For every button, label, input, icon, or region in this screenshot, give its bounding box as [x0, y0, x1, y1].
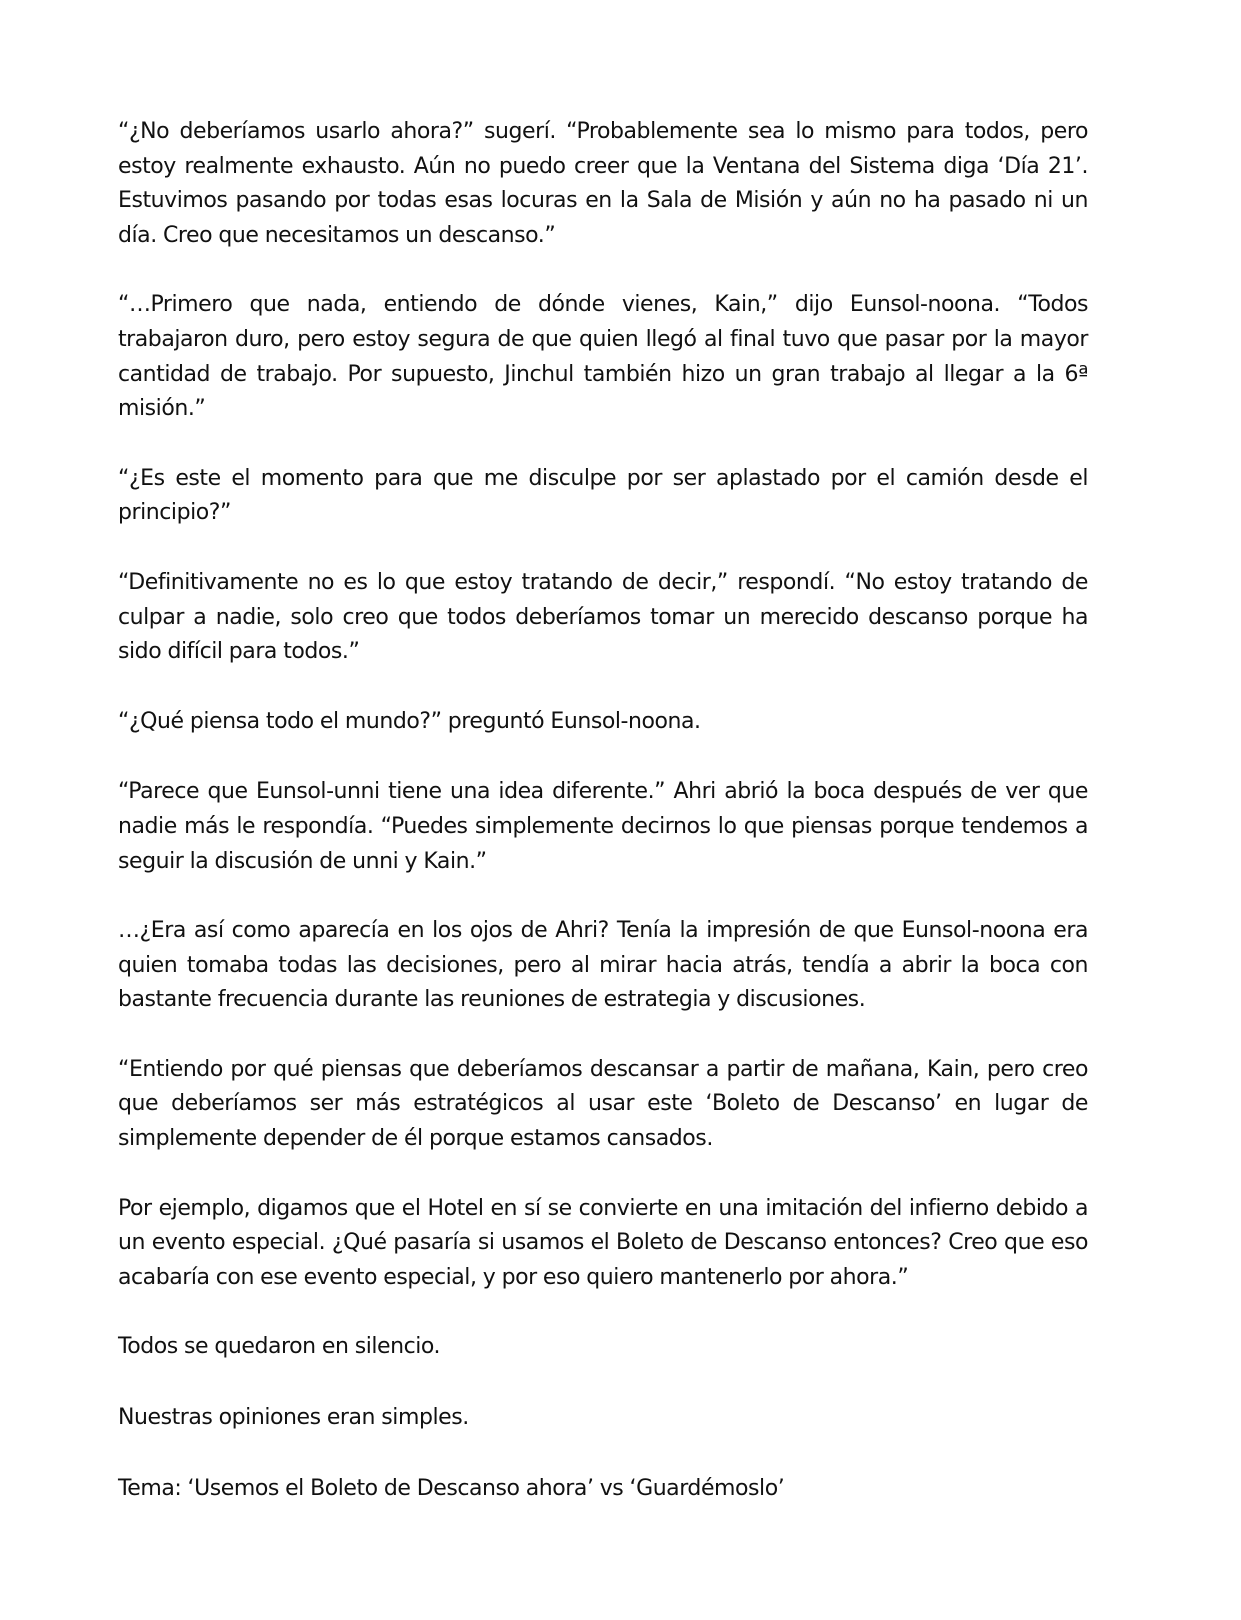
paragraph: Por ejemplo, digamos que el Hotel en sí se convierte en una imitación del infierno debido a un evento especial. ¿Qué pasaría si usamos el Boleto de Descanso entonces? Creo que eso acabaría con ese evento especial, y por eso quiero mantenerlo por ahora.” — [118, 1195, 1088, 1290]
paragraph: “¿Qué piensa todo el mundo?” preguntó Eunsol-noona. — [118, 708, 701, 734]
paragraph: “Entiendo por qué piensas que deberíamos descansar a partir de mañana, Kain, pero creo que deberíamos ser más estratégicos al usar este ‘Boleto de Descanso’ en lugar de simplemente depender de él porque estamos cansados. — [118, 1056, 1088, 1152]
paragraph: Nuestras opiniones eran simples. — [118, 1405, 469, 1431]
paragraph: “¿No deberíamos usarlo ahora?” sugerí. “Probablemente sea lo mismo para todos, pero estoy realmente exhausto. Aún no puedo creer que la Ventana del Sistema diga ‘Día 21’. Estuvimos pasando por todas esas locuras en la Sala de Misión y aún no ha pasado ni un día. Creo que necesitamos un descanso.” — [118, 119, 1088, 248]
paragraph: …¿Era así como aparecía en los ojos de Ahri? Tenía la impresión de que Eunsol-noona era quien tomaba todas las decisiones, pero al mirar hacia atrás, tendía a abrir la boca con bastante frecuencia durante las reuniones de estrategia y discusiones. — [118, 918, 1088, 1013]
paragraph: “Parece que Eunsol-unni tiene una idea diferente.” Ahri abrió la boca después de ver que nadie más le respondía. “Puedes simplemente decirnos lo que piensas porque tendemos a seguir la discusión de unni y Kain.” — [118, 779, 1088, 874]
document-body — [118, 115, 1088, 1506]
paragraph: “…Primero que nada, entiendo de dónde vienes, Kain,” dijo Eunsol-noona. “Todos trabajaron duro, pero estoy segura de que quien llegó al final tuvo que pasar por la mayor cantidad de trabajo. Por supuesto, Jinchul también hizo un gran trabajo al llegar a la 6ª misión.” — [118, 292, 1088, 422]
paragraph: “Definitivamente no es lo que estoy tratando de decir,” respondí. “No estoy tratando de culpar a nadie, solo creo que todos deberíamos tomar un merecido descanso porque ha sido difícil para todos.” — [118, 569, 1088, 665]
paragraph: Tema: ‘Usemos el Boleto de Descanso ahora’ vs ‘Guardémoslo’ — [118, 1475, 785, 1501]
paragraph: “¿Es este el momento para que me disculpe por ser aplastado por el camión desde el principio?” — [118, 465, 1088, 526]
paragraph: Todos se quedaron en silencio. — [118, 1334, 441, 1360]
